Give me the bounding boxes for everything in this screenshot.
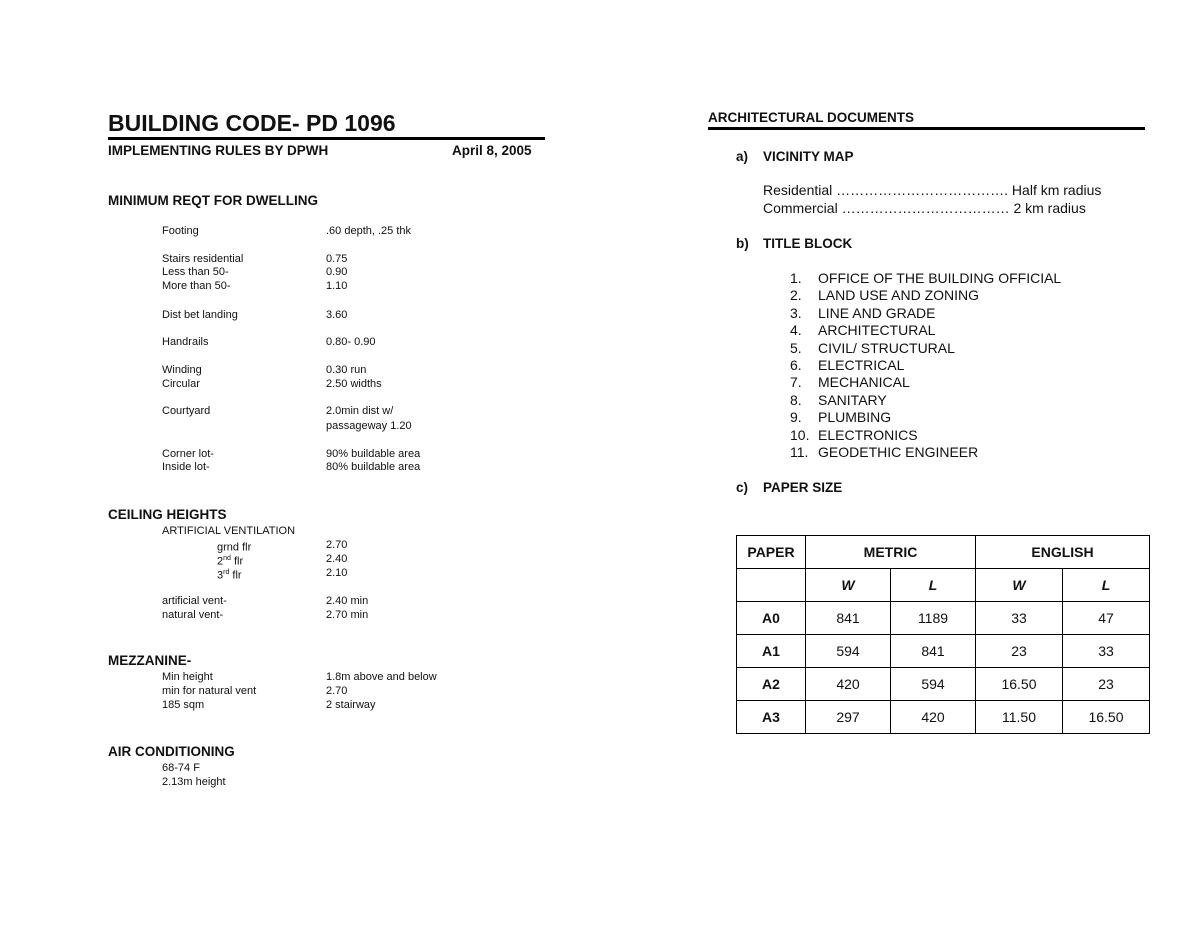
floor-value: 2.70 (326, 539, 348, 551)
row-value: 2.0min dist w/ (326, 405, 394, 417)
list-number: 6. (790, 357, 802, 373)
table-subheader-row (737, 569, 1150, 602)
subheader-cell: W (806, 569, 891, 602)
row-label: Winding (162, 364, 202, 376)
list-item: ELECTRONICS (818, 426, 918, 443)
row-value: 90% buildable area (326, 448, 421, 460)
size-cell: 33 (1063, 635, 1150, 668)
list-number: 2. (790, 287, 802, 304)
list-number: 8. (790, 391, 802, 408)
title-block-heading: TITLE BLOCK (763, 236, 853, 251)
ceiling-subheading: ARTIFICIAL VENTILATION (162, 525, 296, 537)
table-row (737, 602, 1150, 635)
floor-ordinal: rd (223, 569, 230, 576)
floor-number: grnd (217, 541, 240, 554)
table-header-row (737, 536, 1150, 569)
paper-name-cell: A2 (737, 668, 806, 701)
ceiling-heading: CEILING HEIGHTS (108, 507, 227, 522)
vicinity-line: Commercial ……………………………… 2 km radius (763, 200, 1086, 216)
list-item: ARCHITECTURAL (818, 322, 936, 339)
row-label: min for natural vent (162, 685, 257, 697)
row-value: 2 stairway (326, 699, 376, 711)
row-label: 185 sqm (162, 699, 205, 711)
min-reqt-heading: MINIMUM REQT FOR DWELLING (108, 193, 318, 208)
aircon-heading: AIR CONDITIONING (108, 744, 235, 759)
size-cell: 11.50 (976, 701, 1063, 734)
row-value: 0.80- 0.90 (326, 336, 376, 348)
row-value: 80% buildable area (326, 461, 421, 473)
list-item: ELECTRICAL (818, 357, 905, 373)
row-value: 2.70 min (326, 609, 369, 621)
header-cell: ENGLISH (976, 536, 1150, 569)
size-cell: 841 (891, 635, 976, 668)
subheader-cell: W (976, 569, 1063, 602)
row-label: artificial vent- (162, 595, 227, 607)
size-cell: 420 (891, 701, 976, 734)
size-cell: 33 (976, 602, 1063, 635)
header-cell: PAPER (737, 536, 806, 569)
table-row (737, 668, 1150, 701)
row-value: 0.90 (326, 266, 348, 278)
row-value: 1.10 (326, 280, 348, 292)
row-value: 2.70 (326, 685, 348, 697)
row-label: Corner lot- (162, 448, 214, 460)
row-value: 0.30 run (326, 364, 367, 376)
size-cell: 594 (891, 668, 976, 701)
aircon-line: 68-74 F (162, 762, 200, 774)
row-value: 1.8m above and below (326, 671, 437, 683)
row-value: 0.75 (326, 253, 348, 265)
row-value: .60 depth, .25 thk (326, 225, 412, 237)
paper-name-cell: A3 (737, 701, 806, 734)
arch-docs-heading: ARCHITECTURAL DOCUMENTS (708, 110, 914, 125)
row-value: 3.60 (326, 309, 348, 321)
row-label: Less than 50- (162, 266, 229, 278)
row-value: 2.40 min (326, 595, 369, 607)
size-cell: 16.50 (1063, 701, 1150, 734)
section-marker: a) (736, 149, 749, 164)
size-cell: 23 (976, 635, 1063, 668)
floor-value: 2.10 (326, 567, 348, 579)
floor-suffix: flr (229, 569, 242, 582)
title-rule (108, 137, 545, 140)
row-label: Footing (162, 225, 199, 237)
size-cell: 297 (806, 701, 891, 734)
table-row (737, 701, 1150, 734)
document-subtitle: IMPLEMENTING RULES BY DPWH (108, 143, 329, 158)
size-cell: 420 (806, 668, 891, 701)
list-item: LAND USE AND ZONING (818, 287, 980, 304)
list-item: PLUMBING (818, 409, 892, 426)
size-cell: 1189 (891, 602, 976, 635)
row-value: 2.50 widths (326, 378, 382, 390)
size-cell: 841 (806, 602, 891, 635)
floor-label (217, 566, 242, 583)
row-label: Min height (162, 671, 213, 683)
list-item: CIVIL/ STRUCTURAL (818, 339, 955, 356)
list-number: 7. (790, 374, 802, 391)
floor-ordinal: nd (223, 555, 231, 562)
size-cell: 23 (1063, 668, 1150, 701)
paper-size-table (736, 535, 1150, 734)
header-cell: METRIC (806, 536, 976, 569)
row-label: natural vent- (162, 609, 224, 621)
floor-value: 2.40 (326, 553, 348, 565)
arch-docs-rule (708, 127, 1145, 130)
list-number: 4. (790, 322, 802, 339)
floor-suffix: flr (239, 541, 252, 554)
row-value: passageway 1.20 (326, 420, 412, 432)
list-number: 11. (790, 444, 809, 460)
row-label: Circular (162, 378, 200, 390)
section-marker: c) (736, 480, 749, 495)
list-item: GEODETHIC ENGINEER (818, 444, 979, 460)
list-number: 9. (790, 409, 802, 426)
size-cell: 47 (1063, 602, 1150, 635)
aircon-line: 2.13m height (162, 776, 226, 788)
size-cell: 16.50 (976, 668, 1063, 701)
list-number: 5. (790, 339, 802, 356)
vicinity-heading: VICINITY MAP (763, 149, 854, 164)
document-title: BUILDING CODE- PD 1096 (108, 110, 396, 136)
list-number: 1. (790, 270, 802, 286)
subheader-cell: L (1063, 569, 1150, 602)
mezzanine-heading: MEZZANINE- (108, 653, 192, 668)
row-label: Courtyard (162, 405, 211, 417)
document-date: April 8, 2005 (452, 143, 532, 158)
floor-number: 3 (217, 569, 224, 582)
row-label: More than 50- (162, 280, 231, 292)
row-label: Handrails (162, 336, 209, 348)
list-item: LINE AND GRADE (818, 304, 936, 321)
list-item: MECHANICAL (818, 374, 910, 391)
floor-number: 2 (217, 555, 224, 568)
paper-name-cell: A1 (737, 635, 806, 668)
vicinity-line: Residential ………………………………. Half km radius (763, 182, 1102, 198)
section-marker: b) (736, 236, 749, 251)
row-label: Dist bet landing (162, 309, 238, 321)
empty-cell (737, 569, 806, 602)
table-row (737, 635, 1150, 668)
paper-name-cell: A0 (737, 602, 806, 635)
floor-suffix: flr (230, 555, 244, 568)
subheader-cell: L (891, 569, 976, 602)
list-number: 10. (790, 426, 810, 443)
list-item: OFFICE OF THE BUILDING OFFICIAL (818, 270, 1062, 286)
list-item: SANITARY (818, 391, 887, 408)
row-label: Inside lot- (162, 461, 210, 473)
paper-size-heading: PAPER SIZE (763, 480, 843, 495)
row-label: Stairs residential (162, 253, 244, 265)
list-number: 3. (790, 304, 802, 321)
size-cell: 594 (806, 635, 891, 668)
